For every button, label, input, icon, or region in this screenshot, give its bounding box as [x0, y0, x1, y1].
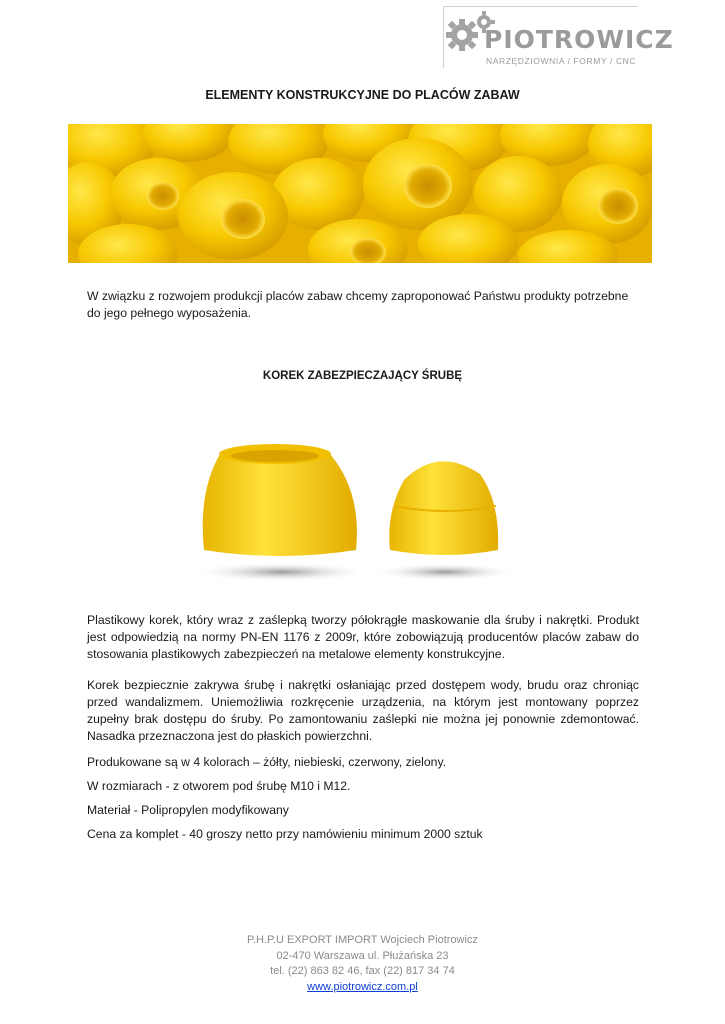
- footer-phone: tel. (22) 863 82 46, fax (22) 817 34 74: [270, 965, 455, 977]
- product-heading: KOREK ZABEZPIECZAJĄCY ŚRUBĘ: [262, 370, 463, 382]
- sizes-line: W rozmiarach - z otworem pod śrubę M10 i M12.: [87, 779, 351, 793]
- colors-line: Produkowane są w 4 kolorach – żółty, niebieski, czerwony, zielony.: [87, 755, 447, 769]
- intro-paragraph: W związku z rozwojem produkcji placów zabaw chcemy zaproponować Państwu produkty potrzebne do jego pełnego wyposażenia.: [87, 289, 629, 320]
- bolt-cap-product-image: [190, 432, 530, 592]
- footer-address: 02-470 Warszawa ul. Płużańska 23: [276, 949, 449, 962]
- material-line: Materiał - Polipropylen modyfikowany: [87, 803, 289, 817]
- page-title: ELEMENTY KONSTRUKCYJNE DO PLACÓW ZABAW: [205, 88, 520, 102]
- company-logo: [443, 6, 674, 68]
- description-paragraph-2: Korek bezpiecznie zakrywa śrubę i nakrętki osłaniając przed dostępem wody, brudu oraz chroniąc przed wandalizmem. Uniemożliwia rozkręcenie urządzenia, na którym jest montowany poprzez zupełny brak dostępu do śruby. Po zamontowaniu zaślepki nie można jej ponownie zdemontować. Nasadka przeznaczona jest do płaskich powierzchni.: [87, 678, 639, 743]
- price-line: Cena za komplet - 40 groszy netto przy namówieniu minimum 2000 sztuk: [87, 827, 483, 841]
- footer-website-link[interactable]: www.piotrowicz.com.pl: [307, 980, 418, 993]
- footer: [0, 933, 725, 995]
- footer-company: P.H.P.U EXPORT IMPORT Wojciech Piotrowicz: [247, 934, 478, 946]
- logo-wordmark: PIOTROWICZ: [484, 25, 674, 54]
- description-paragraph-1: Plastikowy korek, który wraz z zaślepką tworzy półokrągłe maskowanie dla śruby i nakrętki. Produkt jest odpowiedzią na normy PN-EN 1176 z 2009r, które zobowiązują producentów placów zabaw do stosowania plastikowych zabezpieczeń na metalowe elementy konstrukcyjne.: [87, 613, 639, 661]
- logo-subtitle: NARZĘDZIOWNIA / FORMY / CNC: [486, 56, 637, 66]
- yellow-caps-banner-image: [68, 124, 652, 263]
